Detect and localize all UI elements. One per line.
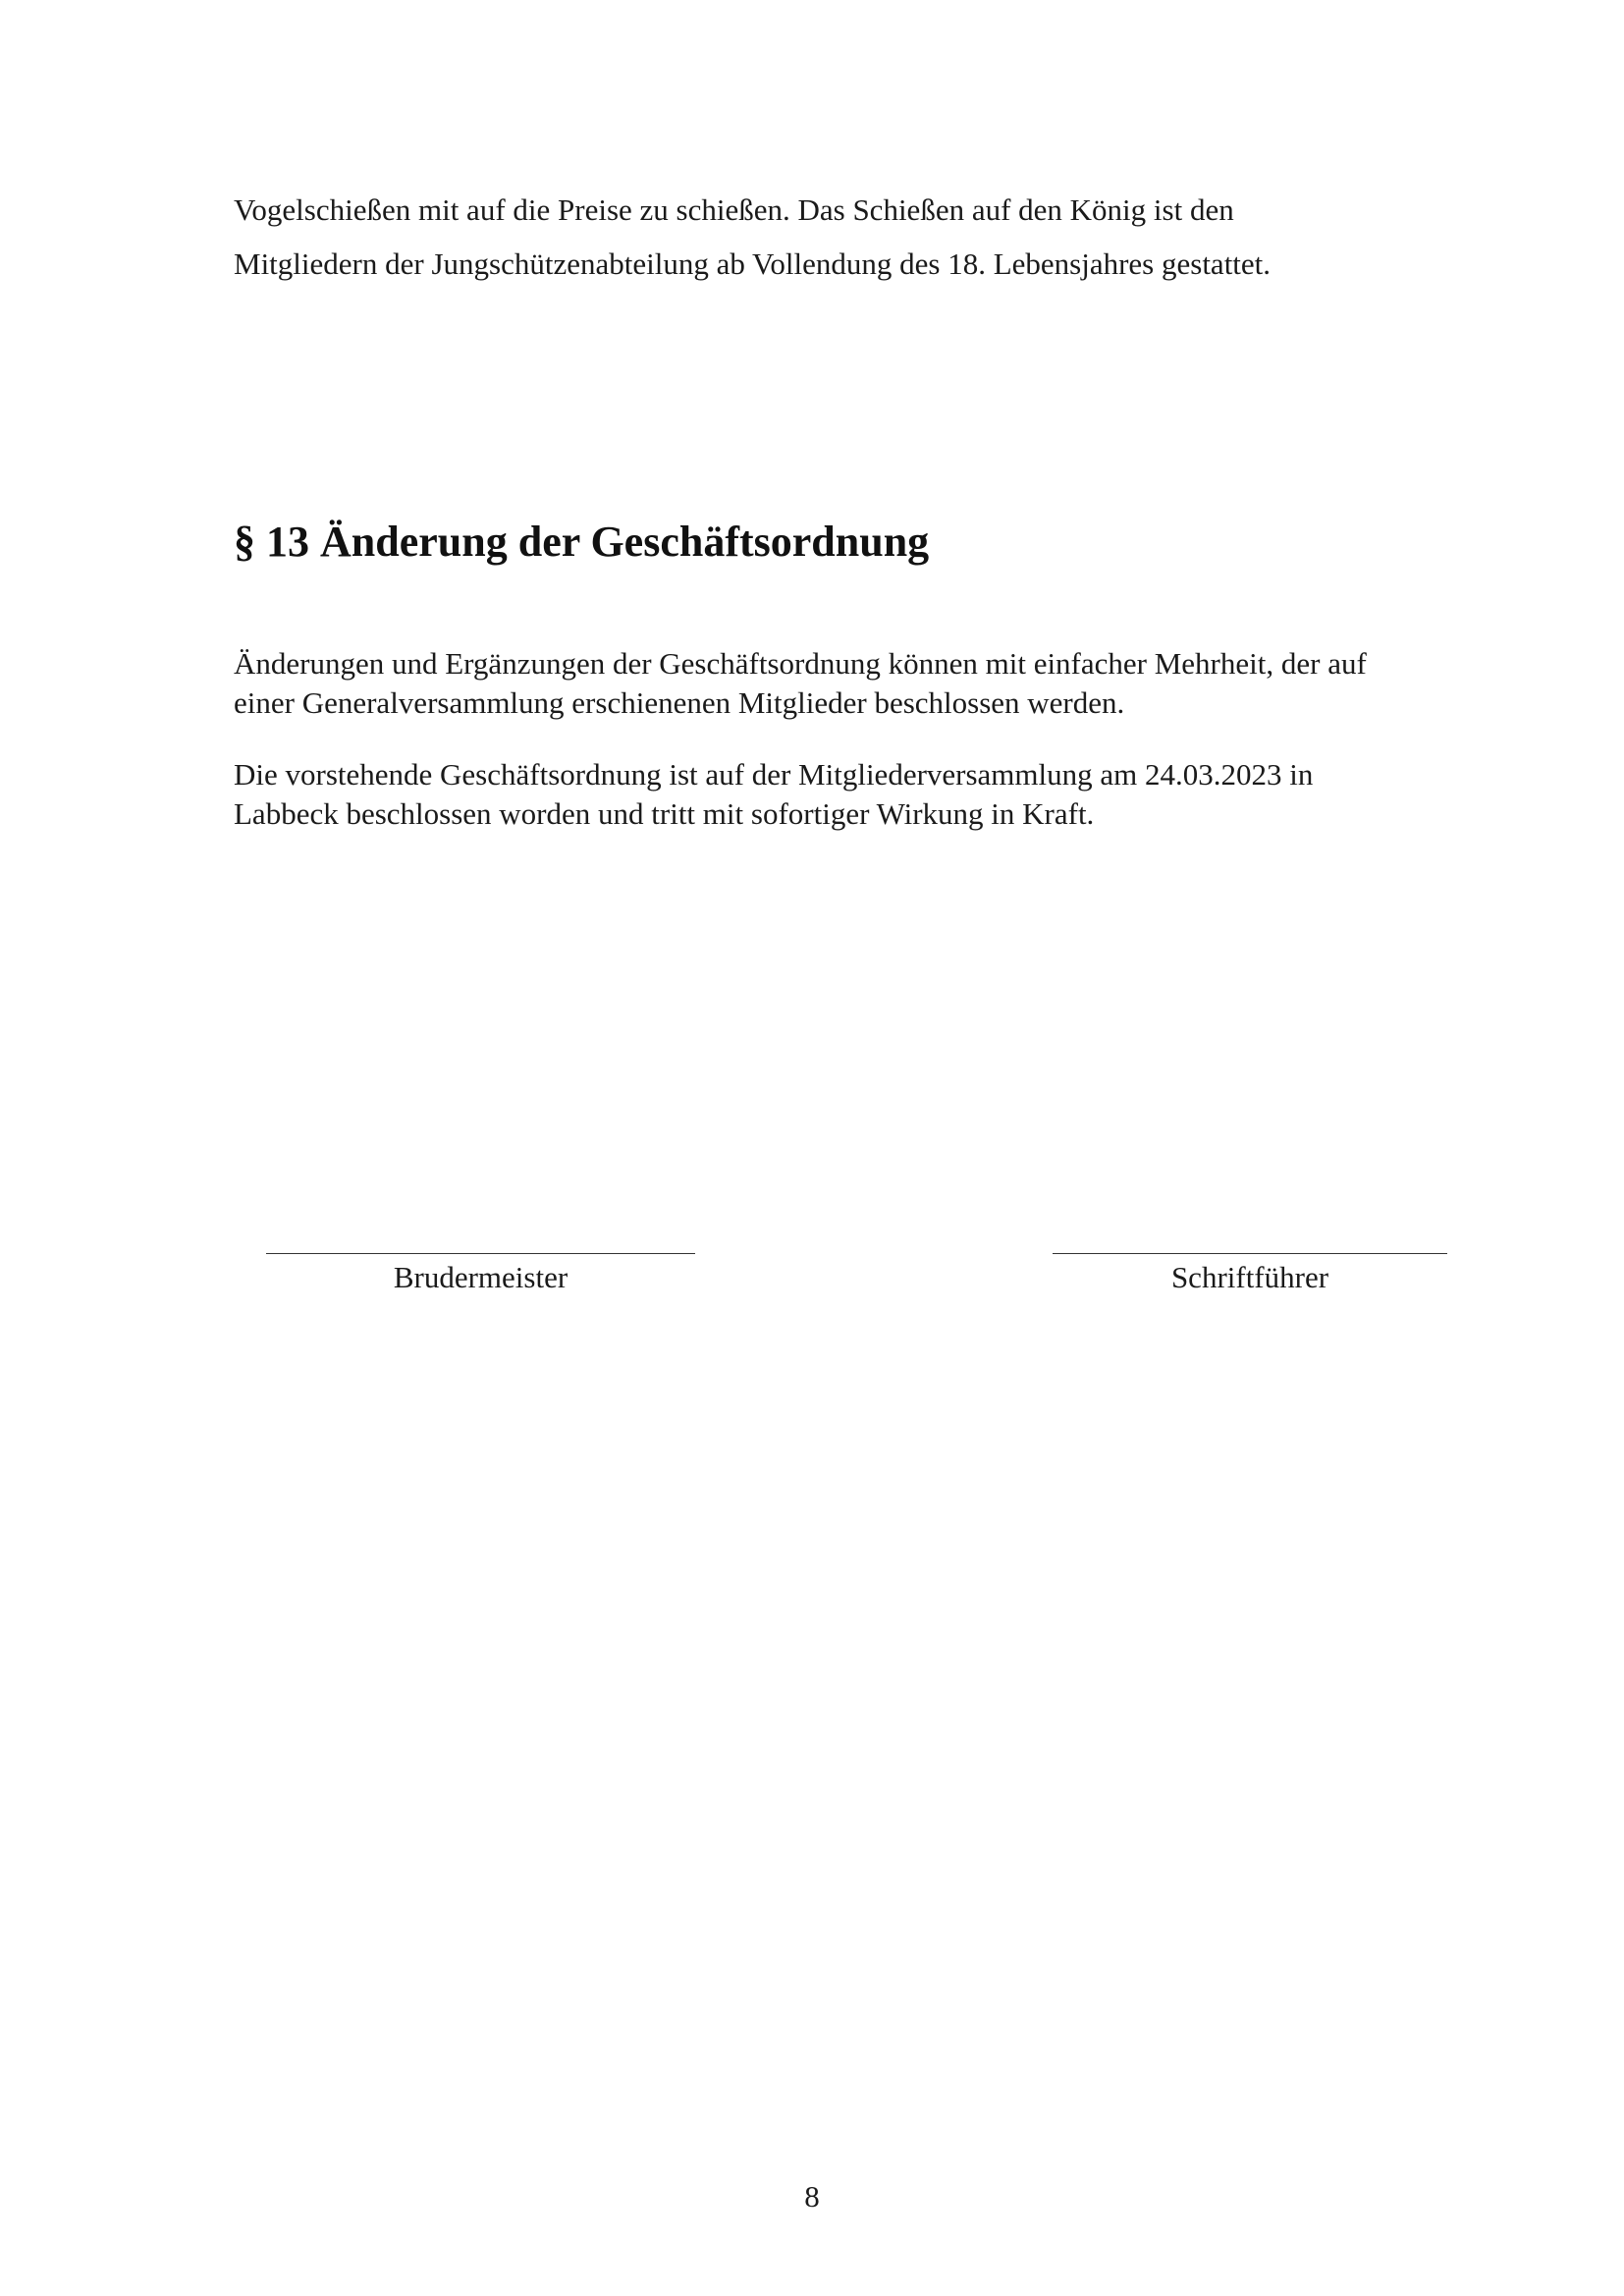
resolution-paragraph [234,759,1490,838]
page-number: 8 [804,2179,820,2214]
signature-line-left [266,1253,695,1254]
amendment-paragraph [234,648,1490,727]
resolution-line-1: Die vorstehende Geschäftsordnung ist auf der Mitgliederversammlung am 24.03.2023 in [234,757,1314,792]
signature-line-right [1053,1253,1447,1254]
resolution-line-2: Labbeck beschlossen worden und tritt mit sofortiger Wirkung in Kraft. [234,796,1095,831]
intro-line-2: Mitgliedern der Jungschützenabteilung ab Vollendung des 18. Lebensjahres gestattet. [234,246,1272,281]
intro-line-1: Vogelschießen mit auf die Preise zu schießen. Das Schießen auf den König ist den [234,192,1234,227]
amendment-line-2: einer Generalversammlung erschienenen Mitglieder beschlossen werden. [234,685,1125,720]
signature-label-schriftfuehrer: Schriftführer [1170,1260,1329,1294]
amendment-line-1: Änderungen und Ergänzungen der Geschäftsordnung können mit einfacher Mehrheit, der auf [234,646,1367,681]
section-heading: § 13 Änderung der Geschäftsordnung [234,518,930,566]
intro-paragraph [234,194,1490,302]
signature-label-brudermeister: Brudermeister [393,1260,568,1294]
